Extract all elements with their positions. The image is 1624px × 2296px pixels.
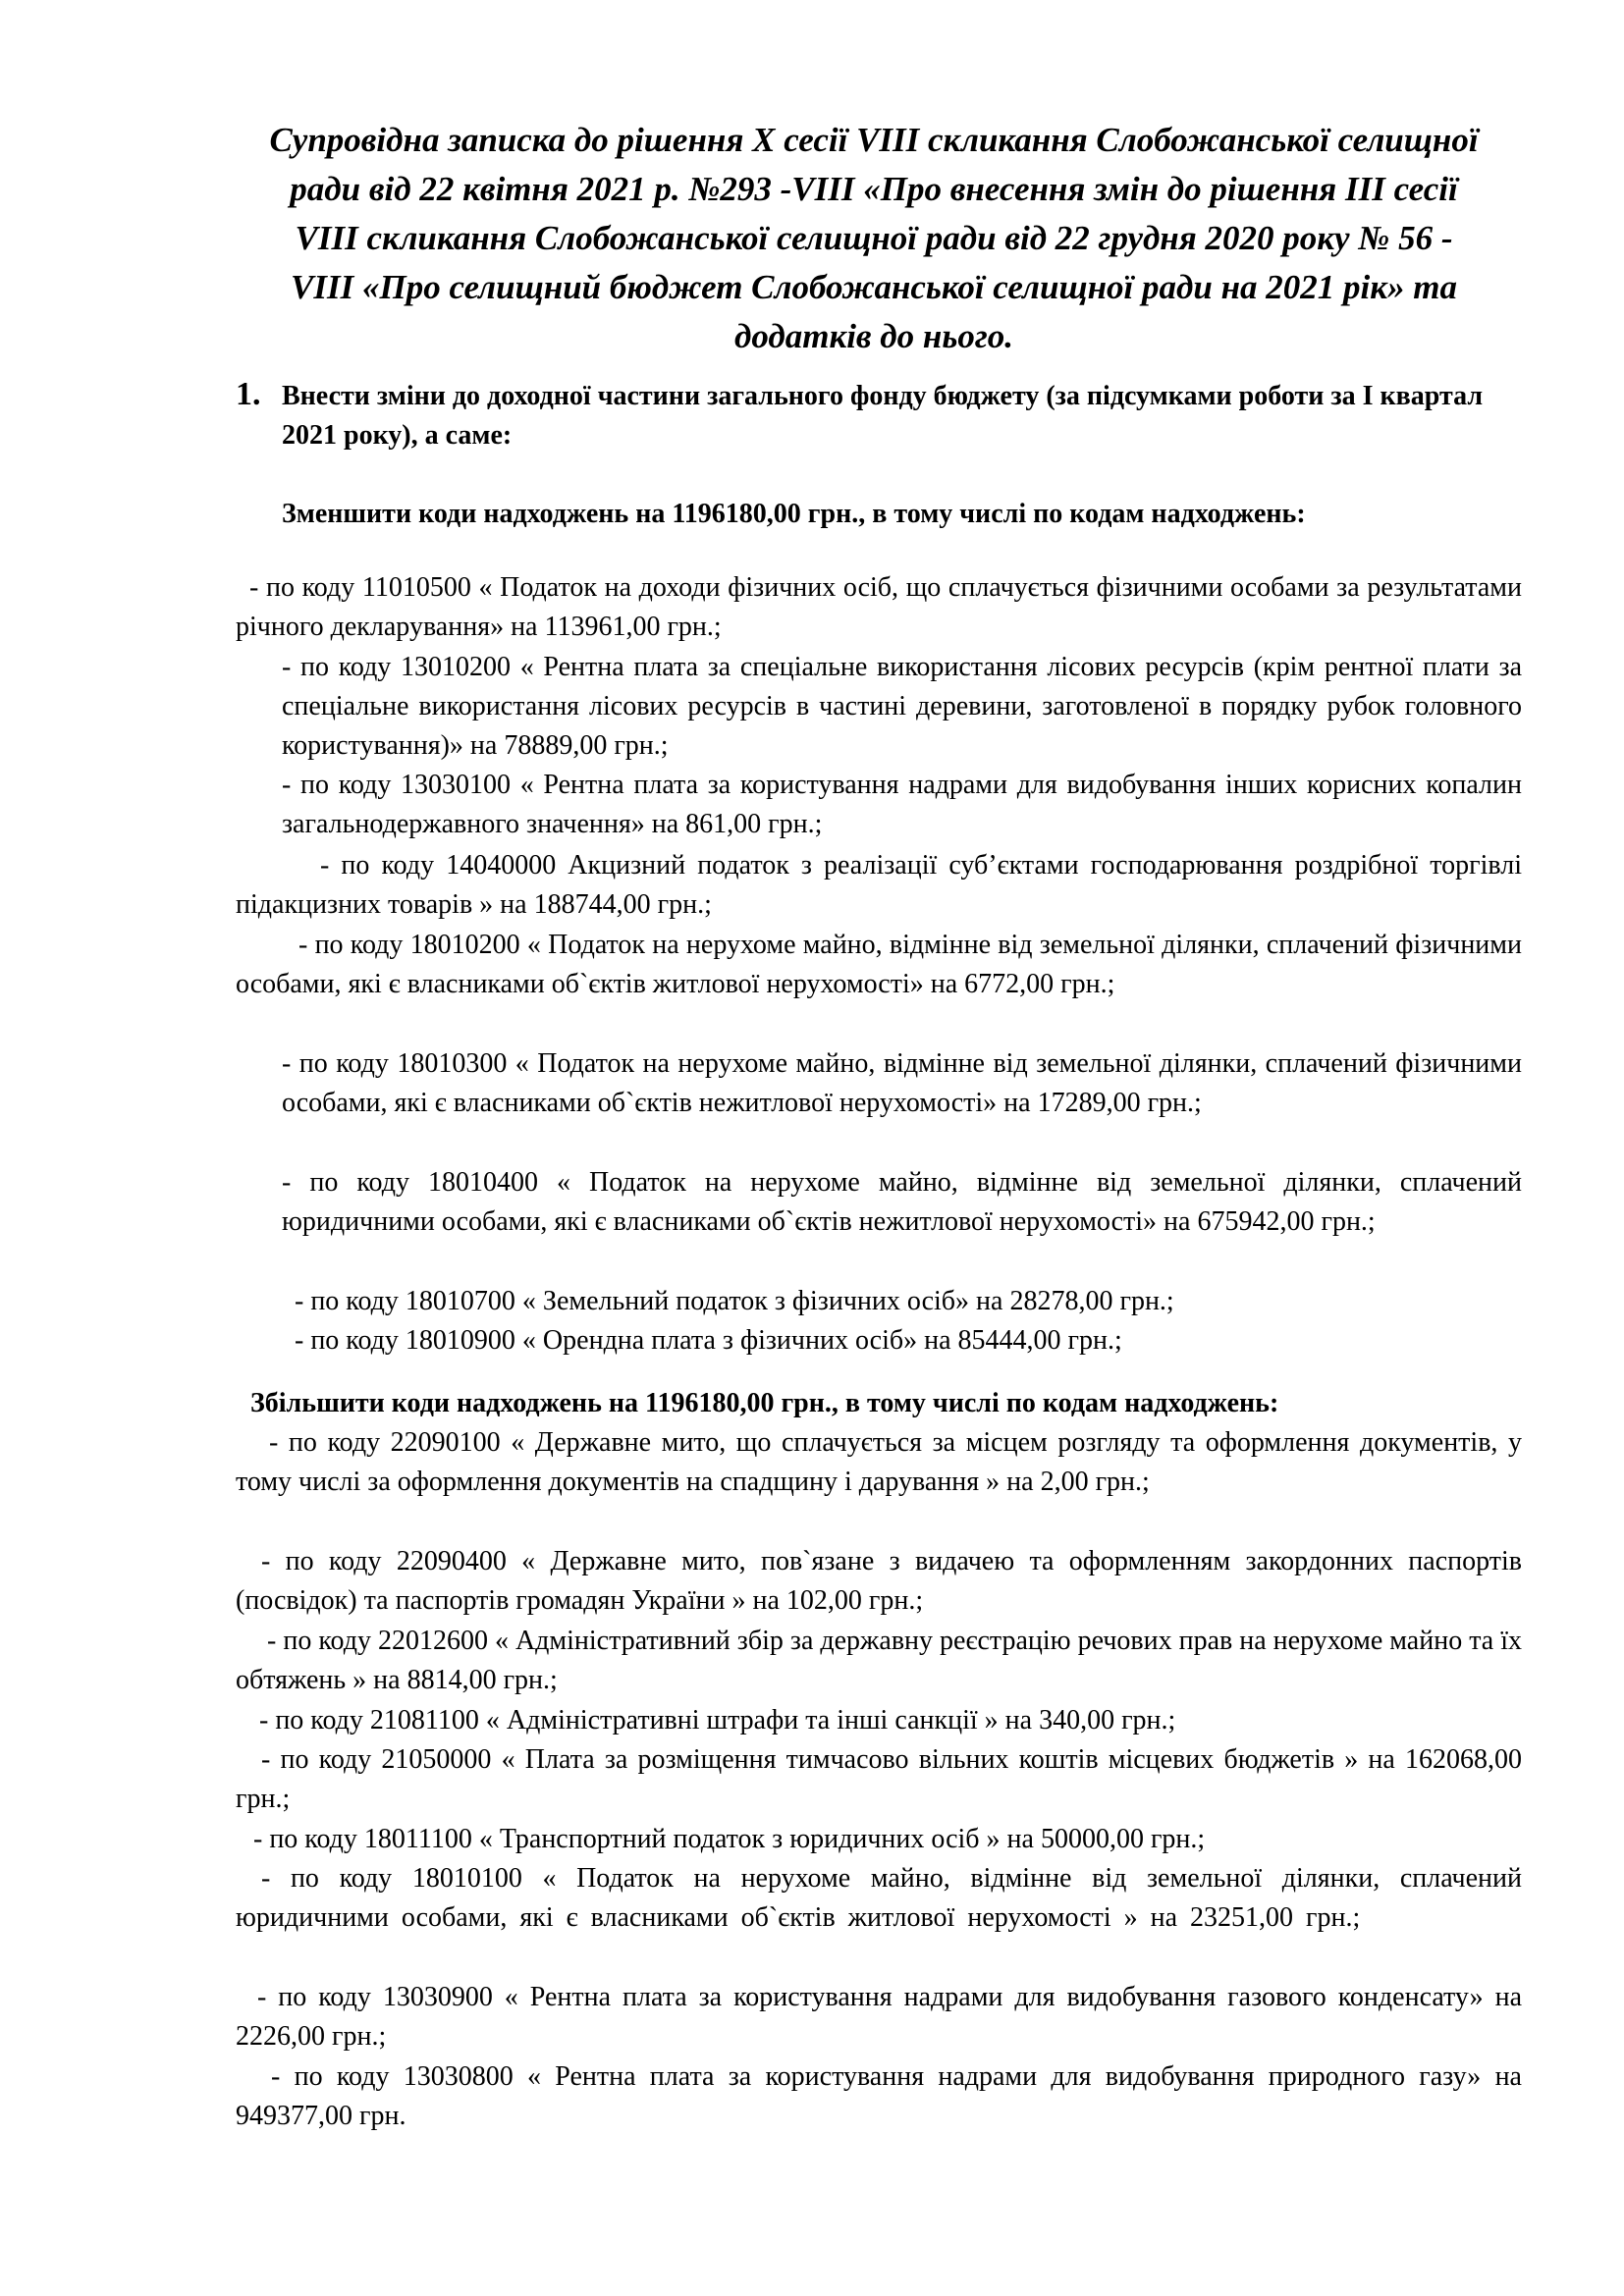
- increase-item-22090400: - по коду 22090400 « Державне мито, пов`язане з видачею та оформленням закордонних паспортів (посвідок) та паспортів громадян України » на 102,00 грн.;: [236, 1546, 1522, 1616]
- decrease-item-13030100: - по коду 13030100 « Рентна плата за користування надрами для видобування інших корисних копалин загальнодержавного значення» на 861,00 грн.;: [282, 770, 1522, 839]
- increase-item-13030800: - по коду 13030800 « Рентна плата за користування надрами для видобування природного газу» на 949377,00 грн.: [236, 2061, 1522, 2131]
- section-number: 1.: [236, 376, 261, 412]
- decrease-item-14040000: - по коду 14040000 Акцизний податок з реалізації суб’єктами господарювання роздрібної торгівлі підакцизних товарів » на 188744,00 грн.;: [236, 850, 1522, 920]
- decrease-heading: Зменшити коди надходжень на 1196180,00 грн., в тому числі по кодам надходжень:: [282, 499, 1306, 529]
- decrease-item-18010400: - по коду 18010400 « Податок на нерухоме майно, відмінне від земельної ділянки, сплачений юридичними особами, які є власниками об`єктів нежитлової нерухомості» на 675942,00 грн.;: [282, 1167, 1522, 1237]
- increase-item-18011100: - по коду 18011100 « Транспортний податок з юридичних осіб » на 50000,00 грн.;: [253, 1824, 1206, 1854]
- increase-item-22090100: - по коду 22090100 « Державне мито, що сплачується за місцем розгляду та оформлення документів, у тому числі за оформлення документів на спадщину і дарування » на 2,00 грн.;: [236, 1427, 1522, 1497]
- decrease-item-18010300: - по коду 18010300 « Податок на нерухоме майно, відмінне від земельної ділянки, сплачений фізичними особами, які є власниками об`єктів нежитлової нерухомості» на 17289,00 грн.;: [282, 1048, 1522, 1118]
- increase-item-21050000: - по коду 21050000 « Плата за розміщення тимчасово вільних коштів місцевих бюджетів » на 162068,00 грн.;: [236, 1744, 1522, 1814]
- decrease-item-13010200: - по коду 13010200 « Рентна плата за спеціальне використання лісових ресурсів (крім рентної плати за спеціальне використання лісових ресурсів в частині деревини, заготовленої в порядку рубок головного користування)» на 78889,00 грн.;: [282, 652, 1522, 761]
- section-heading: Внести зміни до доходної частини загального фонду бюджету (за підсумками роботи за I квартал 2021 року), а саме:: [282, 381, 1484, 451]
- increase-item-22012600: - по коду 22012600 « Адміністративний збір за державну реєстрацію речових прав на нерухоме майно та їх обтяжень » на 8814,00 грн.;: [236, 1626, 1522, 1695]
- increase-item-21081100: - по коду 21081100 « Адміністративні штрафи та інші санкції » на 340,00 грн.;: [259, 1705, 1176, 1735]
- decrease-item-11010500: - по коду 11010500 « Податок на доходи фізичних осіб, що сплачується фізичними особами за результатами річного декларування» на 113961,00 грн.;: [236, 572, 1522, 642]
- document-title: Супровідна записка до рішення Х сесії VIII скликання Слобожанської селищної ради від 22 квітня 2021 р. №293 -VIII «Про внесення змін до рішення ІІІ сесії VIII скликання Слобожанської селищної ради від 22 грудня 2020 року № 56 - VIII «Про селищний бюджет Слобожанської селищної ради на 2021 рік» та додатків до нього.: [269, 121, 1479, 355]
- decrease-item-18010200: - по коду 18010200 « Податок на нерухоме майно, відмінне від земельної ділянки, сплачений фізичними особами, які є власниками об`єктів житлової нерухомості» на 6772,00 грн.;: [236, 930, 1522, 999]
- decrease-item-18010700: - по коду 18010700 « Земельний податок з фізичних осіб» на 28278,00 грн.;: [295, 1286, 1174, 1316]
- increase-heading: Збільшити коди надходжень на 1196180,00 грн., в тому числі по кодам надходжень:: [250, 1388, 1279, 1418]
- decrease-item-18010900: - по коду 18010900 « Орендна плата з фізичних осіб» на 85444,00 грн.;: [295, 1325, 1122, 1356]
- increase-item-18010100: - по коду 18010100 « Податок на нерухоме майно, відмінне від земельної ділянки, сплачений юридичними особами, які є власниками об`єктів житлової нерухомості » на 23251,00 грн.;: [236, 1863, 1522, 1933]
- increase-item-13030900: - по коду 13030900 « Рентна плата за користування надрами для видобування газового конденсату» на 2226,00 грн.;: [236, 1982, 1522, 2052]
